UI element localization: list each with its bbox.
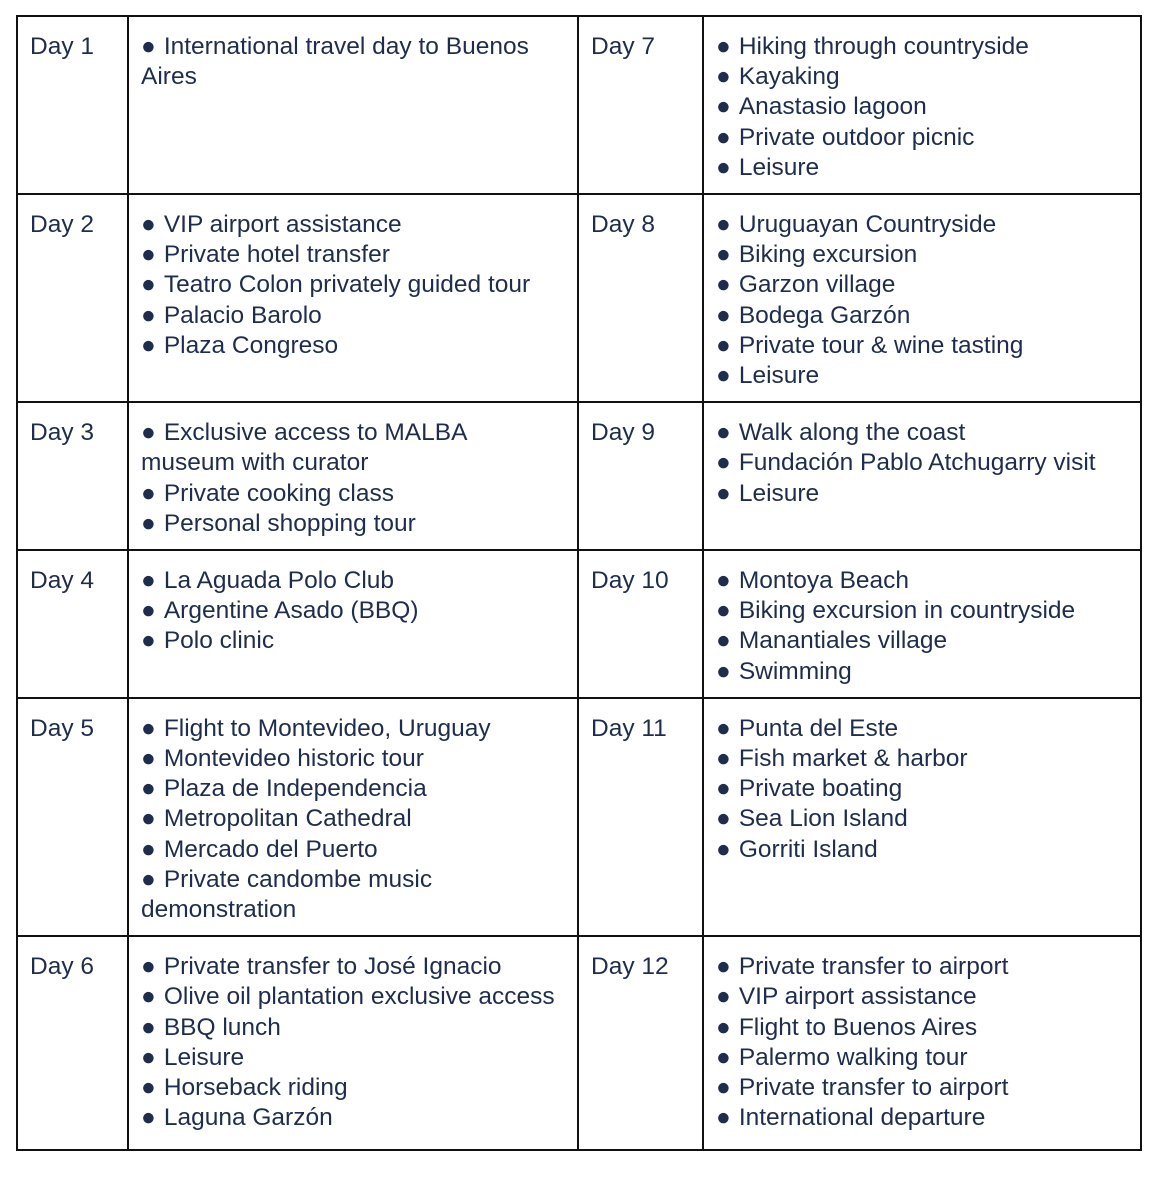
bullet-icon: ● xyxy=(141,953,156,981)
activity-text: Leisure xyxy=(738,362,820,390)
day-label: Day 5 xyxy=(30,714,95,742)
day-label-cell xyxy=(578,698,703,936)
bullet-icon: ● xyxy=(141,211,156,239)
activities-cell xyxy=(128,402,578,550)
bullet-icon: ● xyxy=(141,597,156,625)
activity-text: Private transfer to José Ignacio xyxy=(163,953,502,981)
activity-text: Anastasio lagoon xyxy=(738,93,927,121)
bullet-icon: ● xyxy=(141,805,156,833)
activities-cell xyxy=(128,698,578,936)
activity-item xyxy=(141,626,565,656)
activity-item xyxy=(716,92,1128,122)
activity-item xyxy=(716,210,1128,240)
activity-item xyxy=(716,479,1128,509)
activity-item xyxy=(716,62,1128,92)
activity-text: Metropolitan Cathedral xyxy=(163,805,412,833)
day-label: Day 7 xyxy=(591,33,656,60)
activity-text: Private boating xyxy=(738,775,903,803)
activity-text: Flight to Buenos Aires xyxy=(738,1013,978,1041)
activity-text: Leisure xyxy=(738,479,820,507)
day-label: Day 8 xyxy=(591,211,656,239)
activity-item xyxy=(141,32,565,92)
activity-item xyxy=(141,566,565,596)
activity-item xyxy=(716,804,1128,834)
activities-cell xyxy=(128,550,578,698)
activity-text: Argentine Asado (BBQ) xyxy=(163,597,419,625)
bullet-icon: ● xyxy=(141,271,156,299)
bullet-icon: ● xyxy=(716,745,731,773)
activity-item xyxy=(141,596,565,626)
activity-text: VIP airport assistance xyxy=(163,211,402,239)
day-label: Day 12 xyxy=(591,953,669,981)
activity-text: Plaza de Independencia xyxy=(163,775,427,803)
day-label-cell xyxy=(17,16,128,194)
bullet-icon: ● xyxy=(141,1043,156,1071)
activity-item xyxy=(716,1103,1128,1133)
activity-text: Plaza Congreso xyxy=(163,331,339,359)
bullet-icon: ● xyxy=(141,627,156,655)
activity-item xyxy=(716,596,1128,626)
bullet-icon: ● xyxy=(141,983,156,1011)
activity-item xyxy=(716,301,1128,331)
bullet-icon: ● xyxy=(141,1013,156,1041)
bullet-icon: ● xyxy=(141,714,156,742)
activities-cell xyxy=(703,936,1141,1150)
activity-text: Exclusive access to MALBA museum with curator xyxy=(141,419,467,477)
activity-item xyxy=(716,952,1128,982)
activity-text: Horseback riding xyxy=(163,1074,348,1102)
activity-item xyxy=(716,714,1128,744)
bullet-icon: ● xyxy=(716,567,731,595)
day-label: Day 2 xyxy=(30,211,95,239)
bullet-icon: ● xyxy=(141,567,156,595)
activity-text: Gorriti Island xyxy=(738,835,878,863)
bullet-icon: ● xyxy=(716,775,731,803)
bullet-icon: ● xyxy=(716,983,731,1011)
activity-text: Kayaking xyxy=(738,63,840,91)
day-label: Day 11 xyxy=(591,714,667,742)
day-label-cell xyxy=(578,550,703,698)
day-label-cell xyxy=(17,936,128,1150)
day-label-cell xyxy=(17,550,128,698)
activity-text: Hiking through countryside xyxy=(738,33,1029,60)
activity-text: Teatro Colon privately guided tour xyxy=(163,271,531,299)
bullet-icon: ● xyxy=(716,93,731,121)
bullet-icon: ● xyxy=(716,211,731,239)
activity-item xyxy=(716,153,1128,183)
activity-item xyxy=(141,270,565,300)
bullet-icon: ● xyxy=(716,63,731,91)
activity-text: VIP airport assistance xyxy=(738,983,977,1011)
bullet-icon: ● xyxy=(141,331,156,359)
bullet-icon: ● xyxy=(716,419,731,447)
activity-text: Garzon village xyxy=(738,271,896,299)
activity-text: Montoya Beach xyxy=(738,567,910,595)
table-row xyxy=(17,550,1141,698)
day-label-cell xyxy=(578,402,703,550)
activity-text: Private cooking class xyxy=(163,479,394,507)
activity-item xyxy=(716,448,1128,478)
bullet-icon: ● xyxy=(716,597,731,625)
activity-item xyxy=(141,479,565,509)
bullet-icon: ● xyxy=(716,1074,731,1102)
table-row xyxy=(17,194,1141,402)
bullet-icon: ● xyxy=(716,153,731,181)
bullet-icon: ● xyxy=(141,865,156,893)
day-label-cell xyxy=(17,194,128,402)
activity-item xyxy=(141,1013,565,1043)
activity-item xyxy=(141,952,565,982)
activity-text: Leisure xyxy=(163,1043,245,1071)
day-label-cell xyxy=(578,936,703,1150)
activity-item xyxy=(141,331,565,361)
day-label: Day 10 xyxy=(591,567,669,595)
bullet-icon: ● xyxy=(141,33,156,60)
bullet-icon: ● xyxy=(141,775,156,803)
activity-item xyxy=(141,210,565,240)
activity-text: Flight to Montevideo, Uruguay xyxy=(163,714,491,742)
activities-cell xyxy=(703,194,1141,402)
activity-item xyxy=(141,744,565,774)
activity-item xyxy=(141,1043,565,1073)
bullet-icon: ● xyxy=(716,123,731,151)
itinerary-body xyxy=(17,16,1141,1150)
activities-cell xyxy=(703,698,1141,936)
activity-text: Private tour & wine tasting xyxy=(738,331,1024,359)
bullet-icon: ● xyxy=(716,362,731,390)
day-label-cell xyxy=(578,194,703,402)
activity-item xyxy=(716,1043,1128,1073)
bullet-icon: ● xyxy=(716,449,731,477)
bullet-icon: ● xyxy=(716,627,731,655)
bullet-icon: ● xyxy=(716,33,731,60)
bullet-icon: ● xyxy=(141,241,156,269)
activity-item xyxy=(716,1073,1128,1103)
bullet-icon: ● xyxy=(716,953,731,981)
activity-text: Montevideo historic tour xyxy=(163,745,424,773)
activity-item xyxy=(716,774,1128,804)
activity-item xyxy=(716,1013,1128,1043)
bullet-icon: ● xyxy=(141,509,156,537)
activity-text: Polo clinic xyxy=(163,627,275,655)
bullet-icon: ● xyxy=(716,301,731,329)
activity-text: Private transfer to airport xyxy=(738,953,1009,981)
activity-text: Leisure xyxy=(738,153,820,181)
activity-text: Palermo walking tour xyxy=(738,1043,968,1071)
bullet-icon: ● xyxy=(716,1013,731,1041)
activity-text: Manantiales village xyxy=(738,627,948,655)
day-label: Day 6 xyxy=(30,953,95,981)
activity-text: International departure xyxy=(738,1104,986,1132)
activities-cell xyxy=(703,402,1141,550)
activity-text: Palacio Barolo xyxy=(163,301,322,329)
activity-text: La Aguada Polo Club xyxy=(163,567,395,595)
table-row xyxy=(17,402,1141,550)
bullet-icon: ● xyxy=(141,835,156,863)
activity-item xyxy=(141,865,565,925)
activity-item xyxy=(141,509,565,539)
activity-text: Bodega Garzón xyxy=(738,301,911,329)
activity-text: Olive oil plantation exclusive access xyxy=(163,983,555,1011)
activity-item xyxy=(141,804,565,834)
activity-item xyxy=(141,1103,565,1133)
activity-item xyxy=(141,301,565,331)
activity-item xyxy=(716,418,1128,448)
activity-item xyxy=(716,982,1128,1012)
activity-item xyxy=(141,240,565,270)
day-label: Day 3 xyxy=(30,419,95,447)
activity-text: Walk along the coast xyxy=(738,419,966,447)
activity-text: Fish market & harbor xyxy=(738,745,968,773)
activity-text: BBQ lunch xyxy=(163,1013,281,1041)
activity-item xyxy=(141,982,565,1012)
activity-text: Personal shopping tour xyxy=(163,509,416,537)
bullet-icon: ● xyxy=(716,657,731,685)
activities-cell xyxy=(703,550,1141,698)
activity-item xyxy=(141,1073,565,1103)
day-label: Day 9 xyxy=(591,419,656,447)
activity-text: Laguna Garzón xyxy=(163,1104,333,1132)
activity-text: Private hotel transfer xyxy=(163,241,390,269)
day-label-cell xyxy=(578,16,703,194)
bullet-icon: ● xyxy=(716,241,731,269)
activity-text: Private outdoor picnic xyxy=(738,123,975,151)
bullet-icon: ● xyxy=(141,419,156,447)
bullet-icon: ● xyxy=(141,745,156,773)
activity-item xyxy=(716,32,1128,62)
activities-cell xyxy=(128,194,578,402)
activity-text: Biking excursion in countryside xyxy=(738,597,1076,625)
activity-text: Private transfer to airport xyxy=(738,1074,1009,1102)
activity-text: Uruguayan Countryside xyxy=(738,211,997,239)
activity-item xyxy=(716,331,1128,361)
bullet-icon: ● xyxy=(716,271,731,299)
activity-text: Sea Lion Island xyxy=(738,805,908,833)
day-label-cell xyxy=(17,698,128,936)
activity-text: Fundación Pablo Atchugarry visit xyxy=(738,449,1096,477)
activity-item xyxy=(716,123,1128,153)
activity-item xyxy=(716,744,1128,774)
itinerary-table xyxy=(16,15,1142,1151)
activities-cell xyxy=(128,16,578,194)
activity-text: Biking excursion xyxy=(738,241,918,269)
activity-text: Swimming xyxy=(738,657,852,685)
bullet-icon: ● xyxy=(141,1074,156,1102)
activity-item xyxy=(716,270,1128,300)
activity-item xyxy=(716,835,1128,865)
activity-item xyxy=(141,774,565,804)
day-label-cell xyxy=(17,402,128,550)
bullet-icon: ● xyxy=(141,301,156,329)
day-label: Day 4 xyxy=(30,567,95,595)
activity-item xyxy=(716,240,1128,270)
bullet-icon: ● xyxy=(141,1104,156,1132)
bullet-icon: ● xyxy=(716,835,731,863)
activity-text: Mercado del Puerto xyxy=(163,835,378,863)
table-row xyxy=(17,698,1141,936)
bullet-icon: ● xyxy=(716,479,731,507)
bullet-icon: ● xyxy=(716,714,731,742)
day-label: Day 1 xyxy=(30,33,95,60)
bullet-icon: ● xyxy=(141,479,156,507)
bullet-icon: ● xyxy=(716,805,731,833)
bullet-icon: ● xyxy=(716,1043,731,1071)
bullet-icon: ● xyxy=(716,1104,731,1132)
activity-item xyxy=(716,361,1128,391)
activity-text: International travel day to Buenos Aires xyxy=(141,33,529,91)
activity-item xyxy=(141,418,565,478)
table-row xyxy=(17,936,1141,1150)
activity-item xyxy=(716,566,1128,596)
activity-item xyxy=(716,626,1128,656)
activity-item xyxy=(716,657,1128,687)
activities-cell xyxy=(128,936,578,1150)
activities-cell xyxy=(703,16,1141,194)
bullet-icon: ● xyxy=(716,331,731,359)
activity-item xyxy=(141,714,565,744)
table-row xyxy=(17,16,1141,194)
activity-text: Private candombe music demonstration xyxy=(141,865,433,924)
activity-text: Punta del Este xyxy=(738,714,899,742)
activity-item xyxy=(141,835,565,865)
